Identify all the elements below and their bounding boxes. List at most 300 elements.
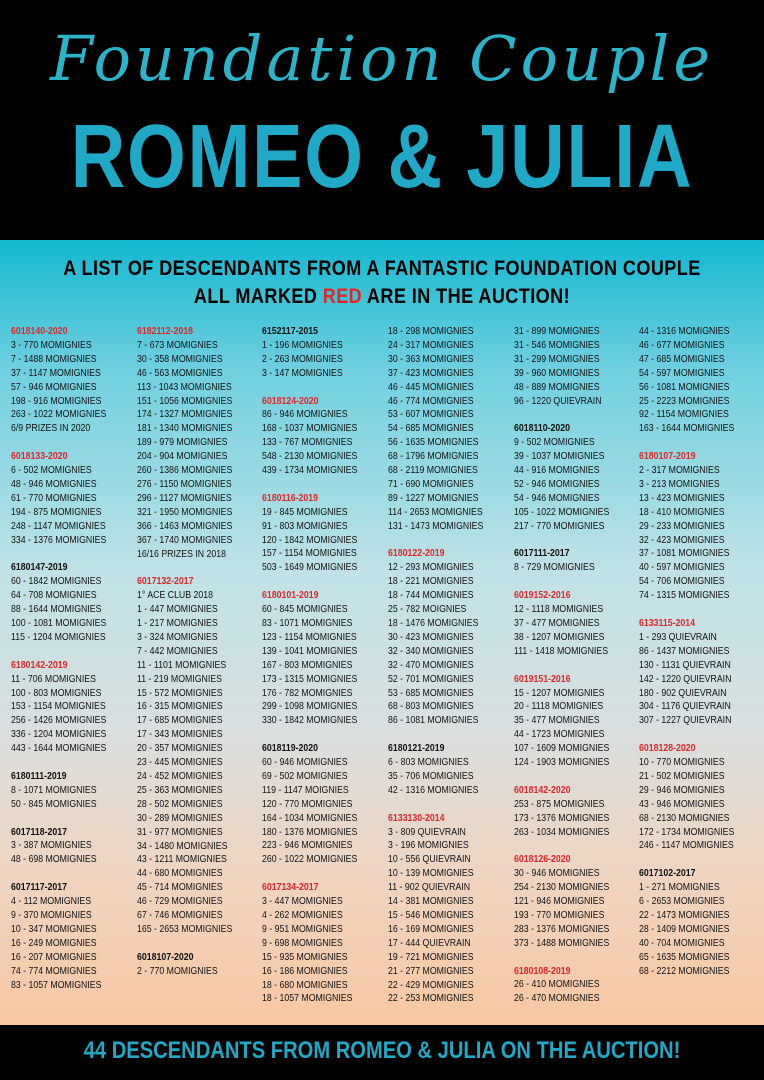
prize-result: 10 - 347 MOMIGNIES <box>11 923 97 935</box>
prize-result: 86 - 1437 MOMIGNIES <box>639 645 730 657</box>
prize-result: 31 - 546 MOMIGNIES <box>514 339 600 351</box>
prize-result: 260 - 1386 MOMIGNIES <box>137 465 233 477</box>
prize-result: 46 - 445 MOMIGNIES <box>388 381 474 393</box>
prize-result: 69 - 502 MOMIGNIES <box>262 770 348 782</box>
prize-result: 68 - 2212 MOMIGNIES <box>639 965 730 977</box>
prize-result: 8 - 1071 MOMIGNIES <box>11 784 97 796</box>
prize-result: 6 - 502 MOMIGNIES <box>11 465 92 477</box>
prize-result: 21 - 502 MOMIGNIES <box>639 770 725 782</box>
prize-result: 16/16 PRIZES IN 2018 <box>137 548 227 560</box>
prize-result: 8 - 729 MOMIGNIES <box>514 562 595 574</box>
prize-result: 32 - 470 MOMIGNIES <box>388 659 474 671</box>
spacer <box>388 728 512 742</box>
prize-result: 1 - 271 MOMIGNIES <box>639 882 720 894</box>
prize-result: 68 - 2119 MOMIGNIES <box>388 465 478 477</box>
prize-result: 54 - 706 MOMIGNIES <box>639 576 725 588</box>
spacer <box>262 575 386 589</box>
pigeon-ring-number-in-auction: 6180107-2019 <box>639 451 696 463</box>
descendant-column-2 <box>137 325 261 979</box>
prize-result: 68 - 1796 MOMIGNIES <box>388 451 479 463</box>
spacer <box>514 575 638 589</box>
prize-result: 130 - 1131 QUIEVRAIN <box>639 659 731 671</box>
prize-result: 180 - 902 QUIEVRAIN <box>639 687 727 699</box>
prize-result: 107 - 1609 MOMIGNIES <box>514 743 610 755</box>
prize-result: 1° ACE CLUB 2018 <box>137 590 213 602</box>
prize-result: 443 - 1644 MOMIGNIES <box>11 743 107 755</box>
prize-result: 48 - 889 MOMIGNIES <box>514 381 600 393</box>
prize-result: 439 - 1734 MOMIGNIES <box>262 465 358 477</box>
footer-text: 44 DESCENDANTS FROM ROMEO & JULIA ON THE AUCTION! <box>83 1037 681 1064</box>
prize-result: 46 - 677 MOMIGNIES <box>639 339 725 351</box>
prize-result: 74 - 1315 MOMIGNIES <box>639 590 730 602</box>
prize-result: 64 - 708 MOMIGNIES <box>11 590 97 602</box>
descendant-column-6 <box>639 325 763 979</box>
prize-result: 9 - 370 MOMIGNIES <box>11 909 92 921</box>
prize-result: 25 - 2223 MOMIGNIES <box>639 395 730 407</box>
pigeon-ring-number-in-auction: 6019151-2016 <box>514 673 571 685</box>
prize-result: 18 - 298 MOMIGNIES <box>388 326 474 337</box>
prize-result: 503 - 1649 MOMIGNIES <box>262 562 358 574</box>
prize-result: 1 - 447 MOMIGNIES <box>137 604 218 616</box>
prize-result: 30 - 289 MOMIGNIES <box>137 812 223 824</box>
prize-result: 17 - 444 QUIEVRAIN <box>388 937 471 949</box>
prize-result: 22 - 253 MOMIGNIES <box>388 993 474 1005</box>
prize-result: 1 - 293 QUIEVRAIN <box>639 631 717 643</box>
prize-result: 121 - 946 MOMIGNIES <box>514 896 605 908</box>
prize-result: 39 - 1037 MOMIGNIES <box>514 451 605 463</box>
pigeon-ring-number-in-auction: 6018128-2020 <box>639 743 696 755</box>
prize-result: 263 - 1034 MOMIGNIES <box>514 826 610 838</box>
prize-result: 71 - 690 MOMIGNIES <box>388 478 474 490</box>
main-title: ROMEO & JULIA <box>70 107 694 207</box>
prize-result: 25 - 782 MOIGNIES <box>388 604 467 616</box>
prize-result: 173 - 1315 MOMIGNIES <box>262 673 358 685</box>
pigeon-ring-number-in-auction: 6133130-2014 <box>388 812 445 824</box>
prize-result: 52 - 701 MOMIGNIES <box>388 673 474 685</box>
prize-result: 3 - 809 QUIEVRAIN <box>388 826 466 838</box>
prize-result: 3 - 447 MOMIGNIES <box>262 896 343 908</box>
prize-result: 2 - 263 MOMIGNIES <box>262 353 343 365</box>
prize-result: 18 - 221 MOMIGNIES <box>388 576 474 588</box>
prize-result: 16 - 186 MOMIGNIES <box>262 965 348 977</box>
pigeon-ring-number-in-auction: 6018124-2020 <box>262 395 319 407</box>
pigeon-ring-number-in-auction: 6019152-2016 <box>514 590 571 602</box>
prize-result: 12 - 293 MOMIGNIES <box>388 562 474 574</box>
prize-result: 18 - 410 MOMIGNIES <box>639 506 725 518</box>
prize-result: 111 - 1418 MOMIGNIES <box>514 645 609 657</box>
prize-result: 4 - 262 MOMIGNIES <box>262 909 343 921</box>
prize-result: 46 - 729 MOMIGNIES <box>137 896 223 908</box>
prize-result: 172 - 1734 MOMIGNIES <box>639 826 735 838</box>
pigeon-ring-number: 6017118-2017 <box>11 826 67 838</box>
prize-result: 91 - 803 MOMIGNIES <box>262 520 348 532</box>
prize-result: 15 - 546 MOMIGNIES <box>388 910 474 922</box>
prize-result: 68 - 2130 MOMIGNIES <box>639 812 730 824</box>
prize-result: 23 - 445 MOMIGNIES <box>137 757 223 769</box>
prize-result: 367 - 1740 MOMIGNIES <box>137 534 233 546</box>
spacer <box>388 798 512 812</box>
prize-result: 44 - 1316 MOMIGNIES <box>639 326 730 337</box>
prize-result: 6 - 2653 MOMIGNIES <box>639 896 725 908</box>
pigeon-ring-number-in-auction: 6018142-2020 <box>514 784 571 796</box>
pigeon-ring-number-in-auction: 6017134-2017 <box>262 882 319 894</box>
prize-result: 48 - 946 MOMIGNIES <box>11 478 97 490</box>
headline-line-1: A LIST OF DESCENDANTS FROM A FANTASTIC FOUNDATION COUPLE <box>63 257 701 280</box>
prize-result: 21 - 277 MOMIGNIES <box>388 965 474 977</box>
prize-result: 89 - 1227 MOMIGNIES <box>388 492 479 504</box>
prize-result: 92 - 1154 MOMIGNIES <box>639 409 729 421</box>
prize-result: 74 - 774 MOMIGNIES <box>11 965 97 977</box>
prize-result: 10 - 556 QUIEVRAIN <box>388 854 471 866</box>
spacer <box>514 659 638 673</box>
prize-result: 50 - 845 MOMIGNIES <box>11 798 97 810</box>
prize-result: 3 - 147 MOMIGNIES <box>262 367 343 379</box>
prize-result: 88 - 1644 MOMIGNIES <box>11 604 102 616</box>
prize-result: 67 - 746 MOMIGNIES <box>137 910 223 922</box>
prize-result: 366 - 1463 MOMIGNIES <box>137 520 233 532</box>
descendant-column-1 <box>11 325 135 992</box>
spacer <box>11 756 135 770</box>
prize-result: 10 - 770 MOMIGNIES <box>639 757 725 769</box>
prize-result: 37 - 1147 MOMIGNIES <box>11 367 101 379</box>
prize-result: 157 - 1154 MOMIGNIES <box>262 548 357 560</box>
prize-result: 18 - 680 MOMIGNIES <box>262 979 348 991</box>
headline-line-2-end: ARE IN THE AUCTION! <box>362 285 571 308</box>
prize-result: 9 - 951 MOMIGNIES <box>262 923 343 935</box>
prize-result: 35 - 477 MOMIGNIES <box>514 715 600 727</box>
prize-result: 29 - 946 MOMIGNIES <box>639 784 725 796</box>
prize-result: 248 - 1147 MOMIGNIES <box>11 520 106 532</box>
prize-result: 12 - 1118 MOMIGNIES <box>514 604 604 616</box>
prize-result: 30 - 946 MOMIGNIES <box>514 868 600 880</box>
prize-result: 57 - 946 MOMIGNIES <box>11 381 97 393</box>
descendant-column-5 <box>514 325 638 1006</box>
prize-result: 100 - 803 MOMIGNIES <box>11 687 102 699</box>
prize-result: 7 - 1488 MOMIGNIES <box>11 353 97 365</box>
prize-result: 30 - 363 MOMIGNIES <box>388 353 474 365</box>
prize-result: 6/9 PRIZES IN 2020 <box>11 423 91 435</box>
spacer <box>137 561 261 575</box>
prize-result: 142 - 1220 QUIEVRAIN <box>639 673 732 685</box>
prize-result: 180 - 1376 MOMIGNIES <box>262 826 358 838</box>
prize-result: 60 - 845 MOMIGNIES <box>262 604 348 616</box>
prize-result: 3 - 196 MOMIGNIES <box>388 840 469 852</box>
prize-result: 39 - 960 MOMIGNIES <box>514 367 600 379</box>
prize-result: 37 - 1081 MOMIGNIES <box>639 548 730 560</box>
prize-result: 139 - 1041 MOMIGNIES <box>262 645 358 657</box>
pigeon-ring-number-in-auction: 6018133-2020 <box>11 451 68 463</box>
pigeon-ring-number-in-auction: 6018140-2020 <box>11 326 68 337</box>
prize-result: 30 - 423 MOMIGNIES <box>388 631 474 643</box>
prize-result: 14 - 381 MOMIGNIES <box>388 896 474 908</box>
prize-result: 3 - 770 MOMIGNIES <box>11 339 92 351</box>
spacer <box>11 645 135 659</box>
prize-result: 43 - 946 MOMIGNIES <box>639 798 725 810</box>
prize-result: 193 - 770 MOMIGNIES <box>514 909 605 921</box>
prize-result: 11 - 1101 MOMIGNIES <box>137 659 227 671</box>
prize-result: 28 - 502 MOMIGNIES <box>137 798 223 810</box>
prize-result: 13 - 423 MOMIGNIES <box>639 492 725 504</box>
pigeon-ring-number: 6017111-2017 <box>514 548 570 560</box>
prize-result: 189 - 979 MOMIGNIES <box>137 437 228 449</box>
prize-result: 20 - 1118 MOMIGNIES <box>514 701 604 713</box>
prize-result: 61 - 770 MOMIGNIES <box>11 492 97 504</box>
pigeon-ring-number: 6180147-2019 <box>11 562 68 574</box>
prize-result: 31 - 899 MOMIGNIES <box>514 326 600 337</box>
descendant-column-3 <box>262 325 386 1006</box>
prize-result: 22 - 429 MOMIGNIES <box>388 979 474 991</box>
prize-result: 3 - 324 MOMIGNIES <box>137 631 218 643</box>
prize-result: 11 - 219 MOMIGNIES <box>137 673 222 685</box>
prize-result: 54 - 685 MOMIGNIES <box>388 423 474 435</box>
prize-result: 163 - 1644 MOMIGNIES <box>639 423 735 435</box>
prize-result: 307 - 1227 QUIEVRAIN <box>639 715 732 727</box>
prize-result: 260 - 1022 MOMIGNIES <box>262 854 358 866</box>
spacer <box>262 867 386 881</box>
headline-line-2 <box>53 285 710 309</box>
prize-result: 164 - 1034 MOMIGNIES <box>262 812 358 824</box>
prize-result: 223 - 946 MOMIGNIES <box>262 840 353 852</box>
prize-result: 173 - 1376 MOMIGNIES <box>514 812 610 824</box>
prize-result: 26 - 410 MOMIGNIES <box>514 979 600 991</box>
pigeon-ring-number: 6017102-2017 <box>639 868 696 880</box>
prize-result: 19 - 845 MOMIGNIES <box>262 506 348 518</box>
prize-result: 22 - 1473 MOMIGNIES <box>639 910 730 921</box>
prize-result: 16 - 169 MOMIGNIES <box>388 923 474 935</box>
prize-result: 1 - 196 MOMIGNIES <box>262 339 343 351</box>
pigeon-ring-number-in-auction: 6180122-2019 <box>388 548 445 560</box>
prize-result: 28 - 1409 MOMIGNIES <box>639 923 730 935</box>
prize-result: 65 - 1635 MOMIGNIES <box>639 951 730 963</box>
prize-result: 24 - 317 MOMIGNIES <box>388 339 474 351</box>
prize-result: 2 - 770 MOMIGNIES <box>137 965 218 977</box>
prize-result: 35 - 706 MOMIGNIES <box>388 770 474 782</box>
spacer <box>639 728 763 742</box>
prize-result: 46 - 774 MOMIGNIES <box>388 395 474 407</box>
prize-result: 115 - 1204 MOMIGNIES <box>11 631 106 643</box>
prize-result: 54 - 597 MOMIGNIES <box>639 367 725 379</box>
prize-result: 253 - 875 MOMIGNIES <box>514 798 605 810</box>
prize-result: 44 - 916 MOMIGNIES <box>514 465 600 477</box>
prize-result: 1 - 217 MOMIGNIES <box>137 618 218 630</box>
prize-result: 133 - 767 MOMIGNIES <box>262 437 353 449</box>
prize-result: 6 - 803 MOMIGNIES <box>388 757 469 769</box>
prize-result: 18 - 744 MOMIGNIES <box>388 590 474 602</box>
spacer <box>11 436 135 450</box>
prize-result: 56 - 1081 MOMIGNIES <box>639 381 730 393</box>
spacer <box>262 381 386 395</box>
spacer <box>514 951 638 965</box>
prize-result: 15 - 572 MOMIGNIES <box>137 687 223 699</box>
prize-result: 47 - 685 MOMIGNIES <box>639 353 725 365</box>
prize-result: 7 - 673 MOMIGNIES <box>137 339 218 351</box>
spacer <box>262 478 386 492</box>
prize-result: 42 - 1316 MOMIGNIES <box>388 784 479 796</box>
pigeon-ring-number-in-auction: 6182112-2018 <box>137 326 193 337</box>
prize-result: 31 - 299 MOMIGNIES <box>514 353 600 365</box>
prize-result: 105 - 1022 MOMIGNIES <box>514 506 610 518</box>
prize-result: 256 - 1426 MOMIGNIES <box>11 715 107 727</box>
prize-result: 114 - 2653 MOMIGNIES <box>388 506 483 518</box>
pigeon-ring-number-in-auction: 6018126-2020 <box>514 854 571 866</box>
prize-result: 11 - 706 MOMIGNIES <box>11 673 96 685</box>
spacer <box>639 603 763 617</box>
pigeon-ring-number: 6018119-2020 <box>262 743 318 755</box>
prize-result: 31 - 977 MOMIGNIES <box>137 826 223 838</box>
prize-result: 120 - 1842 MOMIGNIES <box>262 534 358 546</box>
headline-line-2-start: ALL MARKED <box>193 285 323 308</box>
prize-result: 56 - 1635 MOMIGNIES <box>388 437 479 449</box>
prize-result: 100 - 1081 MOMIGNIES <box>11 618 107 629</box>
prize-result: 2 - 317 MOMIGNIES <box>639 465 720 477</box>
prize-result: 24 - 452 MOMIGNIES <box>137 770 223 782</box>
prize-result: 217 - 770 MOMIGNIES <box>514 520 605 532</box>
prize-result: 17 - 685 MOMIGNIES <box>137 715 223 727</box>
prize-result: 194 - 875 MOMIGNIES <box>11 506 102 518</box>
prize-result: 83 - 1071 MOMIGNIES <box>262 617 353 629</box>
prize-result: 26 - 470 MOMIGNIES <box>514 993 600 1005</box>
pigeon-ring-number-in-auction: 6017132-2017 <box>137 576 194 588</box>
prize-result: 283 - 1376 MOMIGNIES <box>514 923 610 935</box>
prize-result: 124 - 1903 MOMIGNIES <box>514 757 610 769</box>
prize-result: 9 - 502 MOMIGNIES <box>514 437 595 449</box>
prize-result: 32 - 423 MOMIGNIES <box>639 534 725 546</box>
prize-result: 151 - 1056 MOMIGNIES <box>137 395 233 407</box>
prize-result: 32 - 340 MOMIGNIES <box>388 645 474 657</box>
prize-result: 11 - 902 QUIEVRAIN <box>388 882 471 894</box>
spacer <box>639 853 763 867</box>
prize-result: 43 - 1211 MOMIGNIES <box>137 854 227 866</box>
pigeon-ring-number: 6180111-2019 <box>11 770 67 782</box>
prize-result: 54 - 946 MOMIGNIES <box>514 492 600 504</box>
prize-result: 131 - 1473 MOMIGNIES <box>388 520 484 532</box>
prize-result: 16 - 249 MOMIGNIES <box>11 937 97 949</box>
prize-result: 153 - 1154 MOMIGNIES <box>11 701 106 713</box>
prize-result: 254 - 2130 MOMIGNIES <box>514 882 610 894</box>
prize-result: 181 - 1340 MOMIGNIES <box>137 423 233 435</box>
prize-result: 246 - 1147 MOMIGNIES <box>639 840 734 852</box>
spacer <box>514 770 638 784</box>
prize-result: 18 - 1476 MOMIGNIES <box>388 618 479 630</box>
spacer <box>388 534 512 548</box>
prize-result: 44 - 1723 MOMIGNIES <box>514 729 605 741</box>
prize-result: 86 - 946 MOMIGNIES <box>262 409 348 421</box>
prize-result: 60 - 1842 MOMIGNIES <box>11 576 102 588</box>
pigeon-ring-number-in-auction: 6180116-2019 <box>262 492 318 504</box>
spacer <box>11 867 135 881</box>
prize-result: 7 - 442 MOMIGNIES <box>137 645 218 657</box>
prize-result: 198 - 916 MOMIGNIES <box>11 395 102 407</box>
prize-result: 336 - 1204 MOMIGNIES <box>11 729 107 741</box>
pigeon-ring-number: 6180121-2019 <box>388 743 445 755</box>
headline-red-word: RED <box>322 285 363 308</box>
prize-result: 204 - 904 MOMIGNIES <box>137 451 228 463</box>
pigeon-ring-number-in-auction: 6180108-2019 <box>514 965 571 977</box>
prize-result: 29 - 233 MOMIGNIES <box>639 520 725 532</box>
prize-result: 334 - 1376 MOMIGNIES <box>11 534 107 546</box>
prize-result: 40 - 597 MOMIGNIES <box>639 562 725 574</box>
script-title: Foundation Couple <box>49 22 715 95</box>
prize-result: 19 - 721 MOMIGNIES <box>388 951 474 963</box>
prize-result: 48 - 698 MOMIGNIES <box>11 854 97 866</box>
prize-result: 3 - 213 MOMIGNIES <box>639 478 720 490</box>
pigeon-ring-number-in-auction: 6180101-2019 <box>262 590 319 602</box>
prize-result: 30 - 358 MOMIGNIES <box>137 353 223 365</box>
prize-result: 86 - 1081 MOMIGNIES <box>388 715 479 727</box>
pigeon-ring-number: 6017117-2017 <box>11 882 67 894</box>
pigeon-ring-number-in-auction: 6180142-2019 <box>11 659 68 671</box>
spacer <box>11 547 135 561</box>
prize-result: 299 - 1098 MOMIGNIES <box>262 701 358 713</box>
spacer <box>262 728 386 742</box>
prize-result: 165 - 2653 MOMIGNIES <box>137 923 233 935</box>
pigeon-ring-number: 6018107-2020 <box>137 951 194 963</box>
prize-result: 15 - 935 MOMIGNIES <box>262 951 348 963</box>
prize-result: 15 - 1207 MOMIGNIES <box>514 687 605 699</box>
prize-result: 548 - 2130 MOMIGNIES <box>262 451 358 463</box>
prize-result: 53 - 607 MOMIGNIES <box>388 409 474 421</box>
prize-result: 167 - 803 MOMIGNIES <box>262 659 353 671</box>
prize-result: 83 - 1057 MOMIGNIES <box>11 979 102 991</box>
prize-result: 120 - 770 MOMIGNIES <box>262 798 353 810</box>
prize-result: 38 - 1207 MOMIGNIES <box>514 631 605 643</box>
prize-result: 10 - 139 MOMIGNIES <box>388 868 474 880</box>
prize-result: 37 - 477 MOMIGNIES <box>514 617 600 629</box>
prize-result: 18 - 1057 MOMIGNIES <box>262 993 353 1005</box>
prize-result: 263 - 1022 MOMIGNIES <box>11 409 107 421</box>
prize-result: 16 - 315 MOMIGNIES <box>137 701 223 713</box>
prize-result: 40 - 704 MOMIGNIES <box>639 937 725 949</box>
prize-result: 3 - 387 MOMIGNIES <box>11 840 92 852</box>
prize-result: 321 - 1950 MOMIGNIES <box>137 506 233 518</box>
prize-result: 96 - 1220 QUIEVRAIN <box>514 395 602 407</box>
prize-result: 46 - 563 MOMIGNIES <box>137 367 223 379</box>
prize-result: 373 - 1488 MOMIGNIES <box>514 937 610 949</box>
prize-result: 34 - 1480 MOMIGNIES <box>137 840 228 852</box>
prize-result: 168 - 1037 MOMIGNIES <box>262 423 358 435</box>
pigeon-ring-number: 6152117-2015 <box>262 326 318 337</box>
spacer <box>514 408 638 422</box>
prize-result: 44 - 680 MOMIGNIES <box>137 868 223 880</box>
prize-result: 123 - 1154 MOMIGNIES <box>262 631 357 643</box>
spacer <box>514 534 638 548</box>
prize-result: 53 - 685 MOMIGNIES <box>388 687 474 699</box>
prize-result: 4 - 112 MOMIGNIES <box>11 896 92 908</box>
prize-result: 20 - 357 MOMIGNIES <box>137 743 223 755</box>
spacer <box>137 937 261 951</box>
descendant-column-4 <box>388 325 512 1006</box>
prize-result: 119 - 1147 MOIGNIES <box>262 784 349 796</box>
prize-result: 113 - 1043 MOMIGNIES <box>137 381 232 393</box>
prize-result: 174 - 1327 MOMIGNIES <box>137 409 233 421</box>
prize-result: 304 - 1176 QUIEVRAIN <box>639 701 731 713</box>
spacer <box>514 839 638 853</box>
prize-result: 68 - 803 MOMIGNIES <box>388 701 474 713</box>
pigeon-ring-number-in-auction: 6133115-2014 <box>639 618 695 629</box>
prize-result: 37 - 423 MOMIGNIES <box>388 367 474 379</box>
prize-result: 276 - 1150 MOMIGNIES <box>137 478 232 490</box>
prize-result: 52 - 946 MOMIGNIES <box>514 478 600 490</box>
prize-result: 176 - 782 MOMIGNIES <box>262 687 353 699</box>
prize-result: 17 - 343 MOMIGNIES <box>137 729 223 741</box>
spacer <box>11 812 135 826</box>
prize-result: 330 - 1842 MOMIGNIES <box>262 715 358 727</box>
prize-result: 296 - 1127 MOMIGNIES <box>137 492 232 504</box>
prize-result: 45 - 714 MOMIGNIES <box>137 882 223 894</box>
prize-result: 60 - 946 MOMIGNIES <box>262 757 348 769</box>
prize-result: 25 - 363 MOMIGNIES <box>137 784 223 796</box>
prize-result: 16 - 207 MOMIGNIES <box>11 951 97 963</box>
